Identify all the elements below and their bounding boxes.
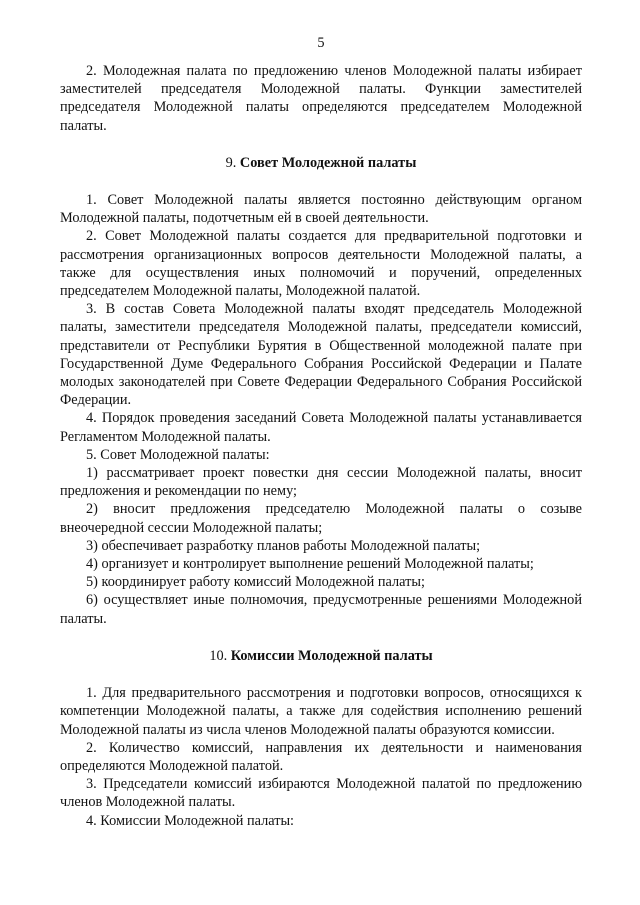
page-number: 5 [317,35,325,51]
section-9-body [60,191,582,628]
section-9-paragraph: 4. Порядок проведения заседаний Совета Молодежной палаты устанавливается Регламентом Молодежной палаты. [60,410,582,445]
section-10-number: 10. [209,647,228,664]
section-10-heading [60,647,582,665]
section-9-list-item: 4) организует и контролирует выполнение решений Молодежной палаты; [86,556,534,573]
document-page [60,34,582,830]
section-10-title: Комиссии Молодежной палаты [230,647,433,664]
section-10-paragraph: 1. Для предварительного рассмотрения и подготовки вопросов, относящихся к компетенции Молодежной палаты, а также для содействия исполнению решений Молодежной палаты из числа членов Молодежной палаты образуются комиссии. [60,685,582,738]
section-10-paragraph: 2. Количество комиссий, направления их деятельности и наименования определяются Молодежной палатой. [60,739,582,774]
section-9-list-item: 5) координирует работу комиссий Молодежной палаты; [86,574,425,591]
section-9-number: 9. [225,154,237,171]
section-10-paragraph: 3. Председатели комиссий избираются Молодежной палатой по предложению членов Молодежной палаты. [60,776,582,811]
section-9-list-item: 1) рассматривает проект повестки дня сессии Молодежной палаты, вносит предложения и рекомендации по нему; [60,465,582,500]
section-9-paragraph: 5. Совет Молодежной палаты: [86,446,270,463]
section-9-list-item: 6) осуществляет иные полномочия, предусмотренные решениями Молодежной палаты. [60,592,582,627]
section-10-body [60,684,582,830]
section-10-paragraph: 4. Комиссии Молодежной палаты: [86,812,295,829]
section-9-paragraph: 2. Совет Молодежной палаты создается для предварительной подготовки и рассмотрения организационных вопросов деятельности Молодежной палаты, а также для осуществления иных полномочий и поручений, определенных председателем Молодежной палаты, Молодежной палатой. [60,228,582,300]
section-9-paragraph: 1. Совет Молодежной палаты является постоянно действующим органом Молодежной палаты, подотчетным ей в своей деятельности. [60,192,582,227]
section-9-list-item: 2) вносит предложения председателю Молодежной палаты о созыве внеочередной сессии Молодежной палаты; [60,501,582,536]
section-9-heading [60,154,582,172]
intro-paragraph: 2. Молодежная палата по предложению членов Молодежной палаты избирает заместителей председателя Молодежной палаты. Функции заместителей председателя Молодежной палаты определяются председателем Молодежной палаты. [60,63,582,134]
section-9-title: Совет Молодежной палаты [239,154,417,171]
section-9-paragraph: 3. В состав Совета Молодежной палаты входят председатель Молодежной палаты, заместители председателя Молодежной палаты, председатели комиссий, представители от Республики Бурятия в Общественной молодежной палате при Государственной Думе Федерального Собрания Российской Федерации и Палате молодых законодателей при Совете Федерации Федерального Собрания Российской Федерации. [60,301,582,409]
section-9-list-item: 3) обеспечивает разработку планов работы Молодежной палаты; [86,537,481,554]
